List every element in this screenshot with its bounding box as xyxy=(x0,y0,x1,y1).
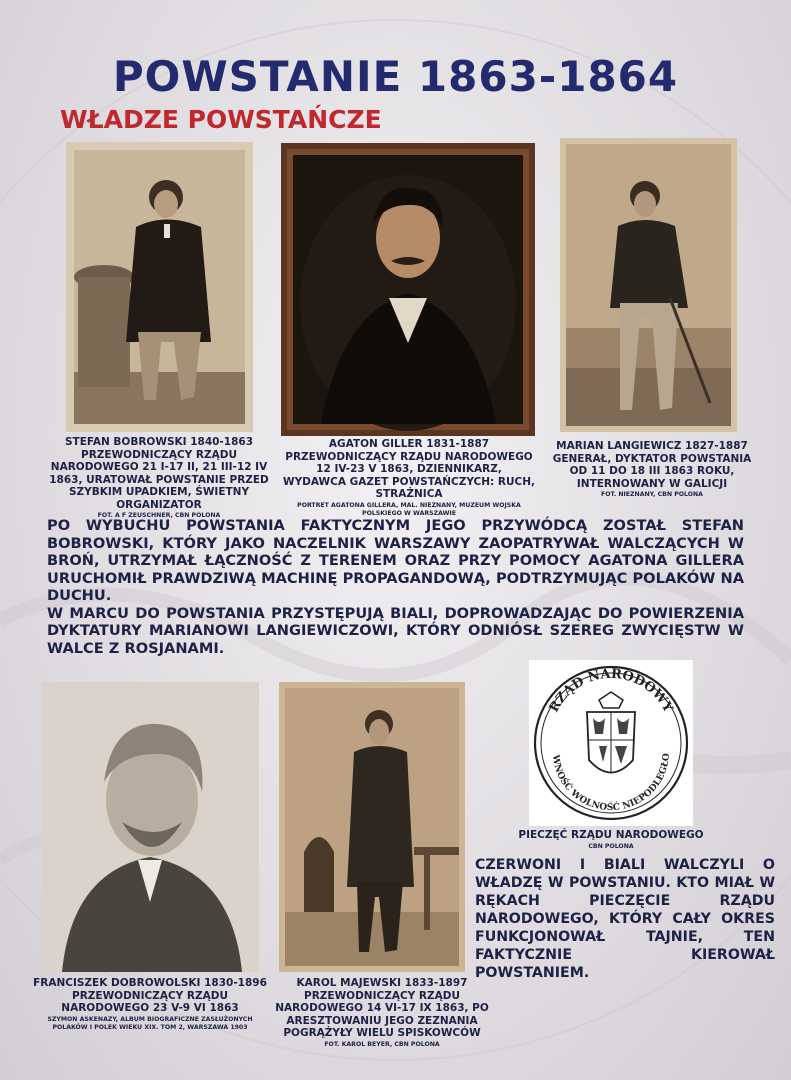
paragraph-biali: W MARCU DO POWSTANIA PRZYSTĘPUJĄ BIALI, DOPROWADZAJĄC DO POWIERZENIA DYKTATURY MARIANOWI LANGIEWICZOWI, KTÓRY ODNIÓSŁ SZEREG ZWYCIĘSTW W WALCE Z ROSJANAMI. xyxy=(47,604,744,657)
caption-text: MARIAN LANGIEWICZ 1827-1887 GENERAŁ, DYKTATOR POWSTANIA OD 11 DO 18 III 1863 ROKU, INTERNOWANY W GALICJI xyxy=(552,440,752,490)
portrait-photo-majewski xyxy=(279,682,465,972)
photo-credit: FOT. A F ZEUSCHNER, CBN POLONA xyxy=(97,512,221,519)
paragraph-pieczecie: CZERWONI I BIALI WALCZYLI O WŁADZĘ W POWSTANIU. KTO MIAŁ W RĘKACH PIECZĘCIE RZĄDU NARODOWEGO, KTÓRY CAŁY OKRES FUNKCJONOWAŁ TAJNIE, TEN FAKTYCZNIE KIEROWAŁ POWSTANIEM. xyxy=(475,857,775,981)
caption-text: STEFAN BOBROWSKI 1840-1863 PRZEWODNICZĄCY RZĄDU NARODOWEGO 21 I-17 II, 21 III-12 IV 1863, URATOWAŁ POWSTANIE PRZED SZYBKIM UPADKIEM, ŚWIETNY ORGANIZATOR xyxy=(49,436,269,511)
portrait-caption-dobrowolski xyxy=(30,977,270,1032)
portrait-caption-langiewicz xyxy=(552,440,752,499)
portrait-photo-dobrowolski xyxy=(42,682,259,972)
paragraph-bobrowski: PO WYBUCHU POWSTANIA FAKTYCZNYM JEGO PRZYWÓDCĄ ZOSTAŁ STEFAN BOBROWSKI, KTÓRY JAKO NACZELNIK WARSZAWY ZAOPATRYWAŁ WALCZĄCYCH W BROŃ, UTRZYMAŁ ŁĄCZNOŚĆ Z TERENEM ORAZ PRZY POMOCY AGATONA GILLERA URUCHOMIŁ PRAWDZIWĄ MACHINĘ PROPAGANDOWĄ, PODTRZYMUJĄC POLAKÓW NA DUCHU. xyxy=(47,517,744,604)
photo-credit: FOT. NIEZNANY, CBN POLONA xyxy=(601,491,703,498)
portrait-photo-langiewicz xyxy=(560,138,737,432)
caption-text: KAROL MAJEWSKI 1833-1897 PRZEWODNICZĄCY RZĄDU NARODOWEGO 14 VI-17 IX 1863, PO ARESZTOWANIU JEGO ZEZNANIA POGRĄŻYŁY WIELU SPISKOWCÓW xyxy=(275,977,489,1039)
seal-text-top: RZĄD NARODOWY xyxy=(546,666,676,715)
caption-text: FRANCISZEK DOBROWOLSKI 1830-1896 PRZEWODNICZĄCY RZĄDU NARODOWEGO 23 V-9 VI 1863 xyxy=(33,977,267,1014)
photo-credit: FOT. KAROL BEYER, CBN POLONA xyxy=(324,1040,440,1048)
photo-credit: CBN POLONA xyxy=(588,842,634,850)
photo-credit: SZYMON ASKENAZY, ALBUM BIOGRAFICZNE ZASŁUŻONYCH POLAKÓW I POLEK WIEKU XIX. TOM 2, WARSZAWA 1903 xyxy=(47,1015,253,1031)
portrait-painting-giller xyxy=(281,143,535,436)
seal-text-block xyxy=(475,856,775,982)
portrait-caption-giller xyxy=(283,438,535,518)
portrait-caption-majewski xyxy=(262,977,502,1049)
page-title: POWSTANIE 1863-1864 xyxy=(112,52,679,101)
page-subtitle: WŁADZE POWSTAŃCZE xyxy=(60,105,382,134)
portrait-photo-bobrowski xyxy=(66,142,253,432)
seal-caption xyxy=(510,829,712,851)
caption-text: PIECZĘĆ RZĄDU NARODOWEGO xyxy=(518,829,704,841)
seal-text-bottom: WNOŚĆ WOLNOŚĆ NIEPODLEGŁO xyxy=(549,752,673,814)
caption-text: AGATON GILLER 1831-1887 PRZEWODNICZĄCY RZĄDU NARODOWEGO 12 IV-23 V 1863, DZIENNIKARZ, WYDAWCA GAZET POWSTAŃCZYCH: RUCH, STRAŻNICA xyxy=(283,438,535,500)
portrait-caption-bobrowski xyxy=(36,436,282,520)
intro-text-block xyxy=(47,517,744,657)
seal-image xyxy=(529,660,693,826)
photo-credit: PORTRET AGATONA GILLERA, MAL. NIEZNANY, MUZEUM WOJSKA POLSKIEGO W WARSZAWIE xyxy=(297,501,521,517)
